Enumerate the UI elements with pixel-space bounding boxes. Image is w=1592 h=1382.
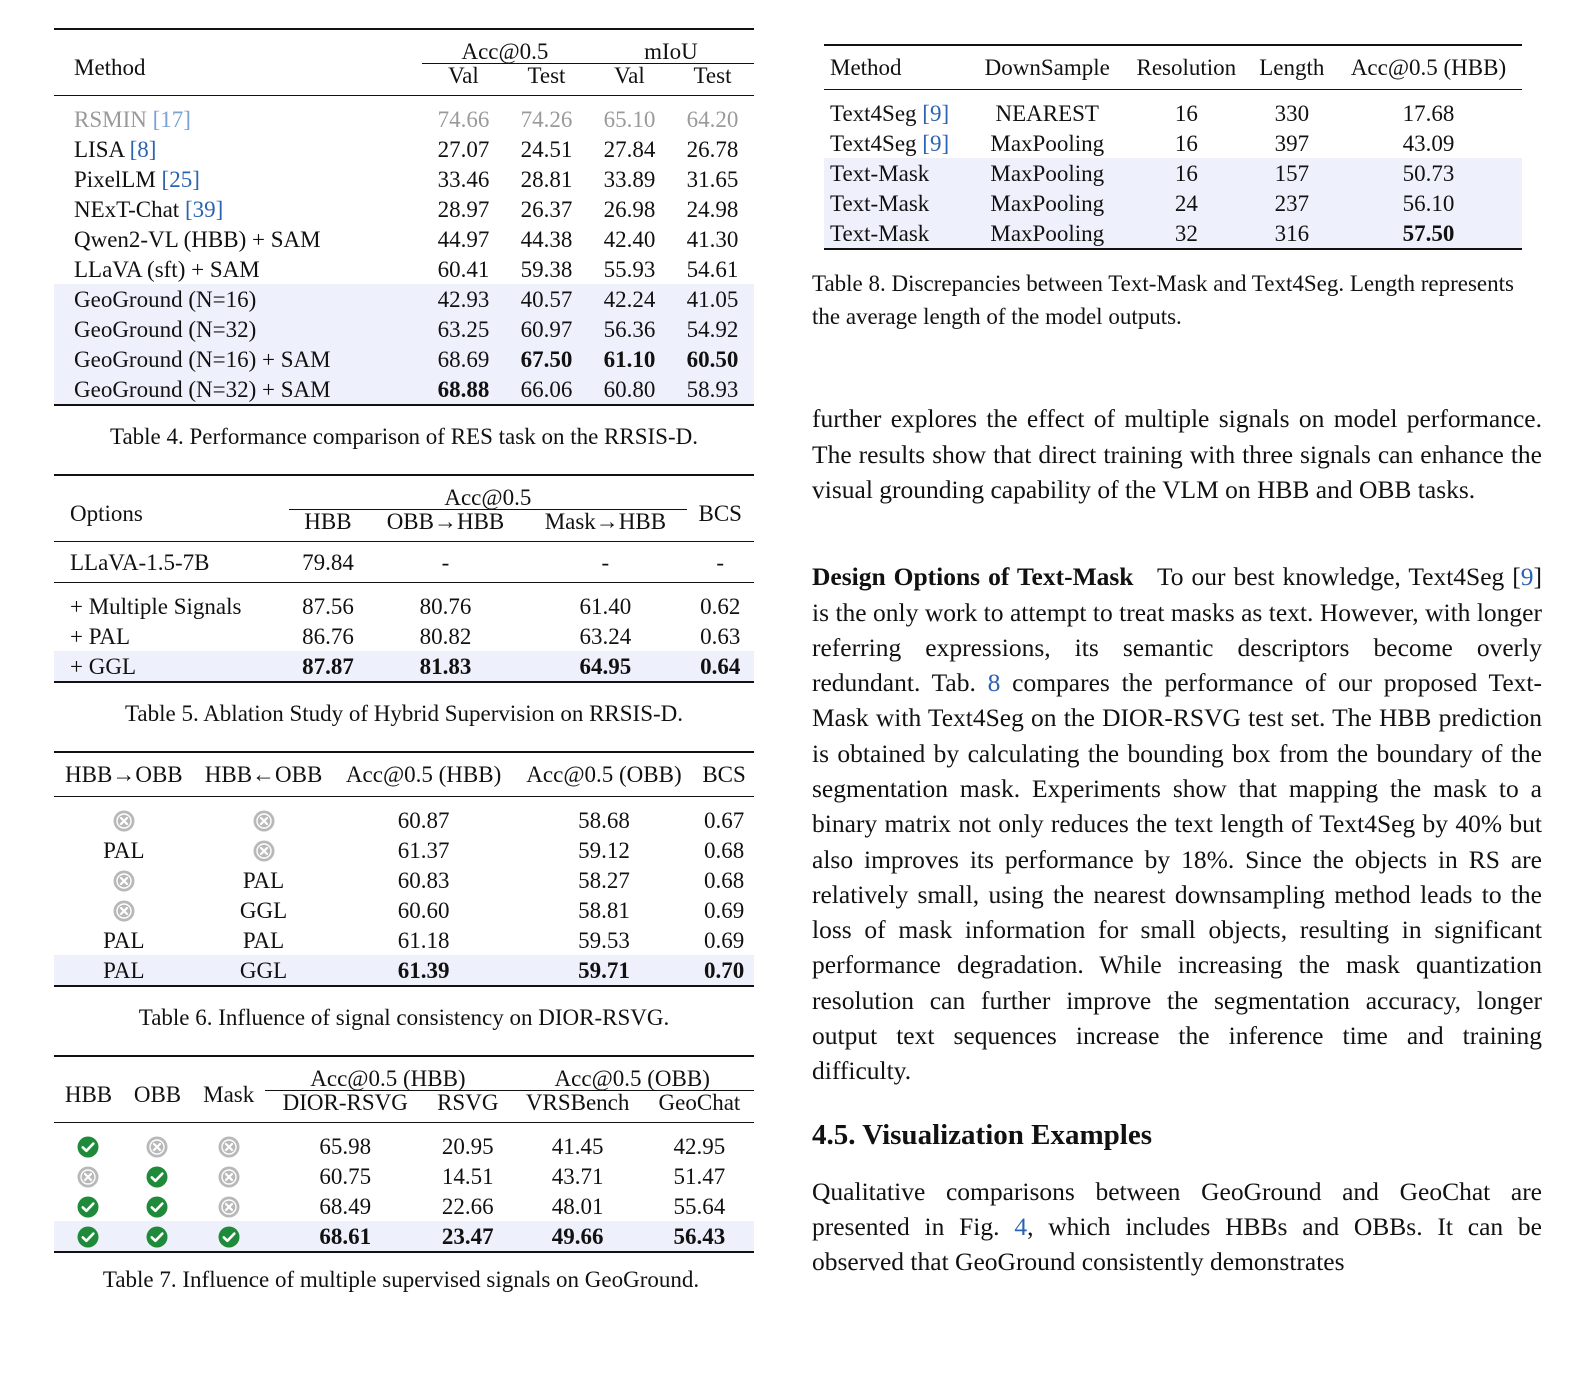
cell: 51.47 (673, 1163, 726, 1189)
table-row (54, 314, 754, 344)
cell: 60.83 (397, 867, 450, 893)
t7-header-acc-obb: Acc@0.5 (OBB) (510, 1056, 754, 1091)
check-icon (146, 1196, 168, 1218)
cell: 74.26 (520, 106, 573, 132)
t7-header-mask: Mask (203, 1082, 255, 1107)
cell-best: 60.50 (686, 346, 739, 372)
cell-best: 68.88 (437, 376, 490, 402)
cell: 0.68 (703, 867, 745, 893)
cell: 41.05 (671, 284, 754, 314)
table-4 (54, 28, 754, 406)
cell: 24 (1124, 188, 1249, 218)
table-row (54, 1161, 754, 1191)
t6-header: Acc@0.5 (HBB) (345, 762, 502, 787)
t8-header: Length (1259, 55, 1325, 80)
x-icon (253, 810, 275, 832)
cell: 0.63 (700, 623, 741, 649)
t7-header-hbb: HBB (64, 1082, 113, 1107)
cell: 40.57 (505, 284, 588, 314)
cell: PAL (103, 927, 145, 953)
cell: 22.66 (441, 1193, 494, 1219)
check-icon (77, 1136, 99, 1158)
t6-header: HBB→OBB (65, 762, 183, 787)
cell: 60.80 (588, 374, 671, 405)
cell: 330 (1274, 100, 1310, 126)
cell: 58.68 (578, 807, 630, 833)
table-6-body (54, 797, 754, 987)
x-icon (146, 1136, 168, 1158)
table-ref-link[interactable]: 8 (987, 668, 1001, 698)
cell: 65.10 (603, 106, 656, 132)
table-7-body (54, 1123, 754, 1253)
cell: 27.84 (603, 136, 656, 162)
t4-header-test: Test (693, 63, 732, 88)
cell: 0.68 (703, 837, 745, 863)
t8-header: Resolution (1136, 55, 1237, 80)
cell: 59.12 (578, 837, 630, 863)
t7-header-vrsbench: VRSBench (525, 1090, 630, 1115)
method-name: Text-Mask (824, 158, 971, 188)
table-row (54, 925, 754, 955)
body-paragraph-3 (812, 1174, 1542, 1280)
t7-header-rsvg: RSVG (437, 1090, 499, 1115)
t4-header-miou: mIoU (588, 29, 754, 64)
table-row (54, 134, 754, 164)
cell: 0.69 (703, 897, 745, 923)
t4-header-acc: Acc@0.5 (422, 29, 588, 64)
t8-header: Method (830, 55, 902, 80)
citation-link: [25] (161, 166, 200, 192)
check-icon (146, 1166, 168, 1188)
table-5 (54, 474, 754, 683)
table-row (54, 284, 754, 314)
table-row (54, 224, 754, 254)
cell: 157 (1249, 158, 1335, 188)
x-icon (218, 1136, 240, 1158)
text-run: compares the performance of our proposed Text-Mask with Text4Seg on the DIOR-RSVG test set. The HBB prediction is obtained by calculating the bounding box from the boundary of the segmentation mask. Experiments show that mapping the mask to a binary matrix not only reduces the text length of Text4Seg by 40% but also improves its performance by 18%. Since the objects in RS are relatively small, using the nearest downsampling method leads to the loss of mask information for small objects, resulting in significant performance degradation. While increasing the mask quantization resolution can further improve the segmentation accuracy, longer output text sequences increase the inference time and training difficulty. (812, 668, 1542, 1086)
method-name: Text-Mask (824, 188, 971, 218)
cell: 28.97 (437, 196, 490, 222)
table-row (54, 344, 754, 374)
cell: 58.93 (671, 374, 754, 405)
cell: MaxPooling (990, 130, 1105, 156)
table-4-caption: Table 4. Performance comparison of RES task on the RRSIS-D. (110, 424, 698, 449)
cell-best: 59.71 (578, 957, 630, 983)
cell-best: 56.43 (673, 1223, 726, 1249)
t7-header-geochat: GeoChat (658, 1090, 741, 1115)
cell: PAL (242, 867, 285, 893)
method-name: GeoGround (N=16) + SAM (54, 344, 422, 374)
cell-best: 67.50 (520, 346, 573, 372)
method-name: Text4Seg (830, 130, 923, 156)
cell-best: 0.64 (700, 653, 741, 679)
text-run: Qualitative comparisons between GeoGround and GeoChat are presented in Fig. (812, 1176, 1542, 1241)
table-row (54, 542, 754, 583)
t4-header-val: Val (448, 63, 479, 88)
cell: 79.84 (302, 549, 354, 575)
method-name: PixelLM (74, 166, 162, 192)
table-row (54, 1123, 754, 1162)
x-icon (113, 870, 135, 892)
cell: MaxPooling (971, 158, 1124, 188)
cell: 28.81 (520, 166, 573, 192)
check-icon (77, 1226, 99, 1248)
t6-header: BCS (702, 762, 746, 787)
cell: 65.98 (319, 1133, 372, 1159)
x-icon (113, 900, 135, 922)
cell: 14.51 (441, 1163, 494, 1189)
t5-header-hbb: HBB (304, 509, 352, 534)
cell: PAL (242, 927, 285, 953)
table-row (54, 621, 754, 651)
table-7 (54, 1055, 754, 1253)
cell: 43.71 (551, 1163, 604, 1189)
body-paragraph-1: further explores the effect of multiple signals on model performance. The results show that direct training with three signals can enhance the visual grounding capability of the VLM on HBB and OBB tasks. (812, 404, 1542, 504)
cell: - (441, 549, 450, 575)
body-paragraph-2 (812, 559, 1542, 1088)
x-icon (77, 1166, 99, 1188)
table-row (54, 194, 754, 224)
cell: 16 (1124, 158, 1249, 188)
left-column (54, 22, 754, 1317)
cell: 42.24 (588, 284, 671, 314)
cell: 56.36 (588, 314, 671, 344)
cell: 33.89 (603, 166, 656, 192)
cell: 0.67 (703, 807, 745, 833)
table-row (54, 164, 754, 194)
figure-ref-link[interactable]: 4 (1014, 1211, 1028, 1241)
cell: 54.92 (671, 314, 754, 344)
table-row (54, 651, 754, 682)
table-row (54, 895, 754, 925)
cell: PAL (103, 837, 145, 863)
method-name: NExT-Chat (74, 196, 185, 222)
cell: 55.93 (603, 256, 656, 282)
cell: 237 (1249, 188, 1335, 218)
cell: GGL (239, 897, 288, 923)
cell: 68.49 (319, 1193, 372, 1219)
cell: 60.87 (397, 807, 450, 833)
cell: 397 (1274, 130, 1310, 156)
cell-best: 68.61 (319, 1223, 372, 1249)
cell-best: 57.50 (1402, 220, 1455, 246)
cell: 0.69 (703, 927, 745, 953)
cell: 54.61 (686, 256, 739, 282)
cell: 31.65 (686, 166, 739, 192)
table-row (54, 797, 754, 836)
table-7-caption: Table 7. Influence of multiple supervised signals on GeoGround. (102, 1267, 700, 1292)
cell: 26.37 (520, 196, 573, 222)
t5-header-bcs: BCS (698, 501, 742, 526)
method-name: LISA (74, 136, 130, 162)
cell: 60.75 (319, 1163, 372, 1189)
method-name: RSMIN (74, 106, 153, 132)
text-run: ] is the only work to attempt to treat masks as text. However, with longer referring expressions, its semantic descriptors become overly redundant. Tab. (812, 562, 1542, 698)
text-run: To our best knowledge, Text4Seg [ (1156, 562, 1521, 592)
cell: 41.30 (686, 226, 739, 252)
t6-header: HBB←OBB (204, 762, 323, 787)
table-row (54, 1221, 754, 1252)
table-row (824, 128, 1522, 158)
t6-header: Acc@0.5 (OBB) (526, 762, 682, 787)
cell: MaxPooling (971, 218, 1124, 249)
cell: 61.18 (397, 927, 450, 953)
cell-best: 81.83 (419, 653, 472, 679)
method-name: LLaVA (sft) + SAM (74, 256, 260, 282)
x-icon (218, 1166, 240, 1188)
t7-header-dior: DIOR-RSVG (282, 1090, 408, 1115)
cell: 86.76 (302, 623, 354, 649)
table-row (824, 90, 1522, 129)
cell: 26.78 (686, 136, 739, 162)
paragraph-heading: Design Options of Text-Mask (812, 562, 1134, 592)
check-icon (218, 1226, 240, 1248)
cell: 44.97 (437, 226, 490, 252)
cell: 41.45 (551, 1133, 604, 1159)
table-row (824, 218, 1522, 249)
cell: 58.27 (578, 867, 630, 893)
cell: 59.38 (520, 256, 573, 282)
t5-header-mask-hbb: Mask→HBB (544, 509, 667, 534)
cell: 316 (1249, 218, 1335, 249)
table-row (54, 955, 754, 986)
table-row (54, 1191, 754, 1221)
cell: 61.40 (579, 593, 632, 619)
table-8-caption: Table 8. Discrepancies between Text-Mask and Text4Seg. Length represents the average length of the model outputs. (812, 271, 1514, 329)
table-row (54, 96, 754, 135)
cell: 24.98 (686, 196, 739, 222)
citation-link: [17] (152, 106, 191, 132)
citation-link: [9] (922, 130, 950, 156)
table-row (824, 188, 1522, 218)
cell: 27.07 (437, 136, 490, 162)
check-icon (146, 1226, 168, 1248)
table-row (54, 865, 754, 895)
option-name: + Multiple Signals (70, 593, 242, 619)
cell: 42.93 (422, 284, 505, 314)
x-icon (113, 810, 135, 832)
cell: 60.60 (397, 897, 450, 923)
cell: 50.73 (1335, 158, 1522, 188)
check-icon (77, 1196, 99, 1218)
t4-header-method: Method (74, 55, 146, 80)
cell: 43.09 (1402, 130, 1455, 156)
right-column (812, 22, 1542, 1280)
cell: 61.37 (397, 837, 450, 863)
cell: 80.82 (419, 623, 472, 649)
cell-best: 64.95 (579, 653, 632, 679)
t8-header: DownSample (984, 55, 1110, 80)
cell: 20.95 (441, 1133, 494, 1159)
table-row (824, 158, 1522, 188)
cell: 42.40 (603, 226, 656, 252)
method-name: Text4Seg (830, 100, 923, 126)
text-run: , which includes HBBs and OBBs. It can be observed that GeoGround consistently demonstrates (812, 1211, 1542, 1277)
table-row (54, 835, 754, 865)
cell: 60.41 (437, 256, 490, 282)
cell: - (601, 549, 610, 575)
table-6 (54, 751, 754, 987)
citation-link: [8] (129, 136, 157, 162)
cell-best: 23.47 (441, 1223, 494, 1249)
method-name: GeoGround (N=32) + SAM (54, 374, 422, 405)
table-8 (824, 44, 1522, 250)
option-name: + PAL (70, 623, 131, 649)
cell: 42.95 (673, 1133, 726, 1159)
x-icon (253, 840, 275, 862)
cell: 58.81 (578, 897, 630, 923)
section-title: 4.5. Visualization Examples (812, 1118, 1152, 1151)
cell-best: 49.66 (551, 1223, 604, 1249)
t7-header-obb: OBB (133, 1082, 182, 1107)
table-row (54, 583, 754, 622)
citation-link: [39] (184, 196, 224, 222)
cell: - (716, 549, 725, 575)
cell-best: 61.39 (397, 957, 450, 983)
t7-header-acc-hbb: Acc@0.5 (HBB) (265, 1056, 510, 1091)
t4-header-test: Test (527, 63, 566, 88)
t5-header-obb-hbb: OBB→HBB (386, 509, 505, 534)
cell: GGL (239, 957, 288, 983)
cell: 68.69 (422, 344, 505, 374)
table-row (54, 254, 754, 284)
method-name: Qwen2-VL (HBB) + SAM (74, 226, 321, 252)
cell: 87.56 (302, 593, 354, 619)
cell: NEAREST (995, 100, 1099, 126)
cell: 16 (1174, 100, 1198, 126)
cell: PAL (103, 957, 145, 983)
cell-best: 87.87 (302, 653, 354, 679)
cell: 64.20 (686, 106, 739, 132)
option-name: LLaVA-1.5-7B (70, 549, 210, 575)
cell: 48.01 (551, 1193, 604, 1219)
cell: 80.76 (419, 593, 472, 619)
table-row (54, 374, 754, 405)
cell: 60.97 (505, 314, 588, 344)
cell: 24.51 (520, 136, 573, 162)
cell: 63.25 (422, 314, 505, 344)
method-name: GeoGround (N=16) (54, 284, 422, 314)
t5-header-options: Options (70, 501, 143, 526)
cell: 59.53 (578, 927, 630, 953)
cell: 32 (1124, 218, 1249, 249)
cell: MaxPooling (971, 188, 1124, 218)
x-icon (218, 1196, 240, 1218)
cell: 17.68 (1402, 100, 1455, 126)
cell-best: 61.10 (603, 346, 656, 372)
cell: 44.38 (520, 226, 573, 252)
cell-best: 0.70 (703, 957, 745, 983)
t4-header-val: Val (614, 63, 645, 88)
citation-link[interactable]: 9 (1520, 562, 1534, 592)
table-6-caption: Table 6. Influence of signal consistency on DIOR-RSVG. (138, 1005, 670, 1030)
table-5-caption: Table 5. Ablation Study of Hybrid Supervision on RRSIS-D. (124, 701, 684, 726)
t8-header: Acc@0.5 (HBB) (1350, 55, 1507, 80)
cell: 66.06 (505, 374, 588, 405)
method-name: GeoGround (N=32) (54, 314, 422, 344)
cell: 16 (1174, 130, 1198, 156)
cell: 33.46 (437, 166, 490, 192)
cell: 0.62 (700, 593, 741, 619)
cell: 26.98 (603, 196, 656, 222)
cell: 55.64 (673, 1193, 726, 1219)
cell: 74.66 (437, 106, 490, 132)
method-name: Text-Mask (824, 218, 971, 249)
t5-header-acc: Acc@0.5 (289, 475, 686, 510)
citation-link: [9] (922, 100, 950, 126)
cell: 56.10 (1335, 188, 1522, 218)
cell: 63.24 (579, 623, 632, 649)
option-name: + GGL (54, 651, 289, 682)
